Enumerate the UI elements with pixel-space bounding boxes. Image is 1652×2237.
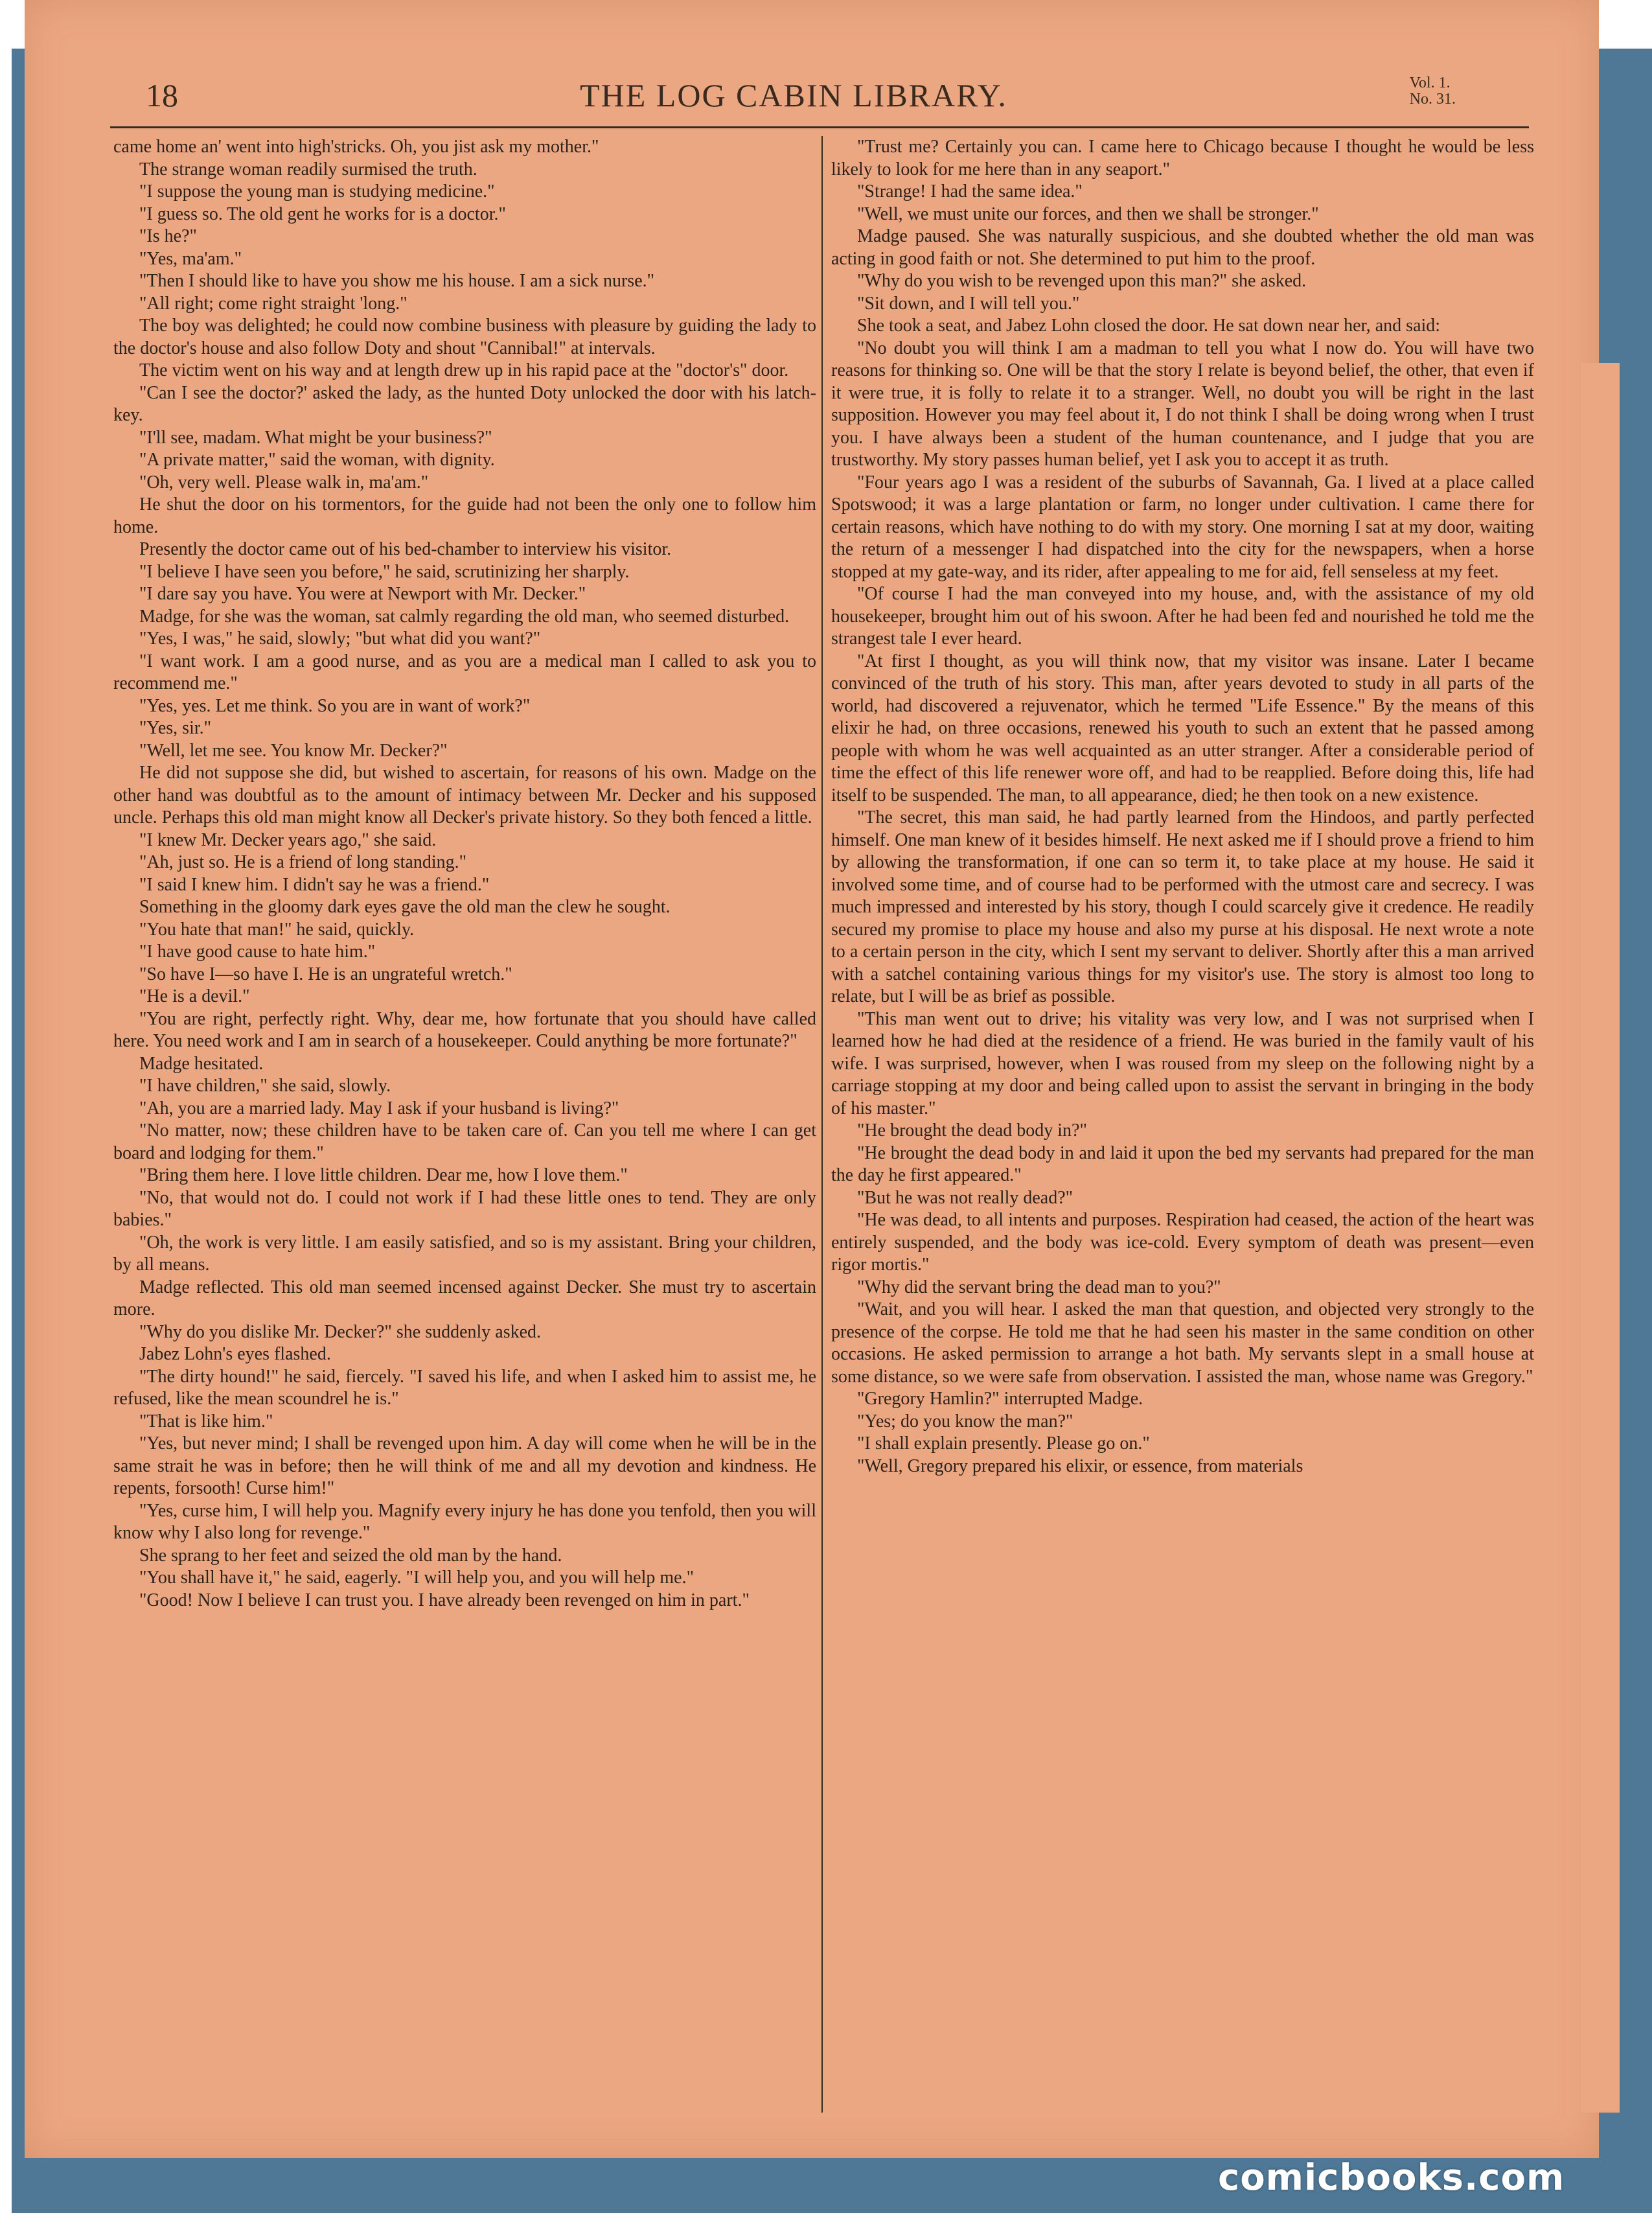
paragraph: "The dirty hound!" he said, fiercely. "I saved his life, and when I asked him to assist me, he refused, like the mean scoundrel he is." (113, 1366, 816, 1409)
paragraph: Something in the gloomy dark eyes gave the old man the clew he sought. (139, 897, 671, 917)
paragraph: "Oh, the work is very little. I am easily satisfied, and so is my assistant. Bring your children, by all means. (113, 1232, 816, 1275)
paragraph: "Well, Gregory prepared his elixir, or essence, from materials (857, 1455, 1303, 1476)
paragraph: "But he was not really dead?" (857, 1187, 1073, 1208)
paragraph: "Then I should like to have you show me his house. I am a sick nurse." (139, 271, 655, 291)
paragraph: She took a seat, and Jabez Lohn closed the door. He sat down near her, and said: (857, 316, 1441, 336)
paragraph: "Ah, you are a married lady. May I ask if your husband is living?" (139, 1098, 619, 1118)
paragraph: She sprang to her feet and seized the old man by the hand. (139, 1545, 562, 1566)
paragraph: "He brought the dead body in?" (857, 1120, 1087, 1141)
paragraph: "I want work. I am a good nurse, and as you are a medical man I called to ask you to recommend me." (113, 651, 816, 693)
paragraph: "A private matter," said the woman, with dignity. (139, 450, 495, 470)
paragraph: "Yes, sir." (139, 718, 212, 738)
paragraph: "Is he?" (139, 226, 197, 246)
paragraph: "Good! Now I believe I can trust you. I have already been revenged on him in part." (139, 1590, 750, 1610)
paragraph: "Yes, yes. Let me think. So you are in want of work?" (139, 695, 531, 716)
paragraph: "At first I thought, as you will think now, that my visitor was insane. Later I became convinced of the truth of his story. This man, after years devoted to study in all parts of the world, had discovered a rejuvenator, which he termed "Life Essence." By the means of this elixir he had, on three occasions, renewed his youth to such an extent that he passed among people with whom he was well acquainted as an utter stranger. After a considerable period of time the effect of this life renewer wore off, and had to be reapplied. Before doing this, life had itself to be suspended. The man, to all appearance, died; he then took on a new existence. (831, 651, 1534, 806)
paragraph: "Well, we must unite our forces, and then we shall be stronger." (857, 203, 1319, 224)
issue-number: No. 31. (1409, 91, 1456, 108)
paragraph: "Yes; do you know the man?" (857, 1411, 1073, 1431)
paragraph: came home an' went into high'stricks. Oh, you jist ask my mother." (113, 137, 599, 157)
paragraph: "This man went out to drive; his vitality was very low, and I was not surprised when I learned how he had died at the residence of a friend. He was buried in the family vault of his wife. I was surprised, however, when I was roused from my sleep on the following night by a carriage stopping at my door and being called upon to assist the servant in bringing in the body of his master." (831, 1008, 1534, 1118)
paragraph: "Yes, curse him, I will help you. Magnify every injury he has done you tenfold, then you will know why I also long for revenge." (113, 1500, 816, 1543)
paragraph: "So have I—so have I. He is an ungrateful wretch." (139, 964, 512, 984)
paragraph: "Strange! I had the same idea." (857, 181, 1083, 202)
paragraph: "Gregory Hamlin?" interrupted Madge. (857, 1389, 1143, 1409)
paragraph: "No matter, now; these children have to be taken care of. Can you tell me where I can get board and lodging for them." (113, 1120, 816, 1163)
paragraph: He did not suppose she did, but wished to ascertain, for reasons of his own. Madge on the other hand was doubtful as to the amount of intimacy between Mr. Decker and his supposed uncle. Perhaps this old man might know all Decker's private history. So they both fenced a little. (113, 763, 816, 828)
paragraph: "No doubt you will think I am a madman to tell you what I now do. You will have two reasons for thinking so. One will be that the story I relate is beyond belief, the other, that even if it were true, it is folly to relate it to a stranger. Well, no doubt you will be right in the last supposition. However you may feel about it, I do not think I shall be doing wrong when I trust you. I have always been a student of the human countenance, and I judge that you are trustworthy. My story passes human belief, yet I ask you to accept it as truth. (831, 338, 1534, 470)
paragraph: "I dare say you have. You were at Newport with Mr. Decker." (139, 584, 586, 604)
paragraph: "Why did the servant bring the dead man to you?" (857, 1277, 1221, 1297)
paragraph: "Yes, ma'am." (139, 248, 242, 269)
paragraph: "He was dead, to all intents and purposes. Respiration had ceased, the action of the heart was entirely suspended, and the body was ice-cold. Every symptom of death was present—even rigor mortis." (831, 1210, 1534, 1275)
watermark: comicbooks.com (1218, 2157, 1565, 2199)
header-rule (110, 126, 1529, 128)
paragraph: "Yes, but never mind; I shall be revenged upon him. A day will come when he will be in the same strait he was in before; then he will think of me and all my devotion and kindness. He repents, forsooth! Curse him!" (113, 1433, 816, 1498)
paragraph: "I'll see, madam. What might be your business?" (139, 427, 492, 448)
paragraph: Madge paused. She was naturally suspicious, and she doubted whether the old man was acting in good faith or not. She determined to put him to the proof. (831, 226, 1534, 269)
paragraph: "Ah, just so. He is a friend of long standing." (139, 852, 467, 872)
paragraph: "Can I see the doctor?' asked the lady, as the hunted Doty unlocked the door with his latch-key. (113, 382, 816, 425)
paragraph: "Why do you wish to be revenged upon this man?" she asked. (857, 271, 1307, 291)
paragraph: "The secret, this man said, he had partly learned from the Hindoos, and partly perfected himself. One man knew of it besides himself. He next asked me if I should prove a friend to him by allowing the transformation, if one can so term it, to take place at my house. He said it involved some time, and of course had to be performed with the utmost care and secrecy. I was much impressed and interested by his story, though I could scarcely give it credence. He readily secured my promise to place my house and also my purse at his disposal. He next wrote a note to a certain person in the city, which I sent my servant to deliver. Shortly after this a man arrived with a satchel containing various things for my visitor's use. The story is almost too long to relate, but I will be as brief as possible. (831, 807, 1534, 1006)
paragraph: Presently the doctor came out of his bed-chamber to interview his visitor. (139, 539, 672, 559)
paragraph: "Trust me? Certainly you can. I came here to Chicago because I thought he would be less likely to look for me here than in any seaport." (831, 137, 1534, 180)
paragraph: "I have good cause to hate him." (139, 942, 376, 962)
paragraph: "Yes, I was," he said, slowly; "but what did you want?" (139, 629, 541, 649)
paragraph: The boy was delighted; he could now combine business with pleasure by guiding the lady to the doctor's house and also follow Doty and shout "Cannibal!" at intervals. (113, 316, 816, 358)
paragraph: "He brought the dead body in and laid it upon the bed my servants had prepared for the man the day he first appeared." (831, 1142, 1534, 1185)
paragraph: "You shall have it," he said, eagerly. "I will help you, and you will help me." (139, 1568, 694, 1588)
running-title: THE LOG CABIN LIBRARY. (580, 77, 1007, 113)
paragraph: Jabez Lohn's eyes flashed. (139, 1344, 331, 1364)
paragraph: "I have children," she said, slowly. (139, 1076, 391, 1096)
paragraph: "Well, let me see. You know Mr. Decker?" (139, 740, 448, 761)
paragraph: "I shall explain presently. Please go on." (857, 1433, 1150, 1454)
paragraph: "Oh, very well. Please walk in, ma'am." (139, 472, 429, 493)
paragraph: "I said I knew him. I didn't say he was a friend." (139, 874, 490, 895)
paragraph: "I knew Mr. Decker years ago," she said. (139, 829, 437, 850)
paragraph: "No, that would not do. I could not work if I had these little ones to tend. They are only babies." (113, 1187, 816, 1230)
paragraph: "You hate that man!" he said, quickly. (139, 919, 415, 940)
paragraph: Madge hesitated. (139, 1053, 264, 1074)
paragraph: "Four years ago I was a resident of the suburbs of Savannah, Ga. I lived at a place called Spotswood; it was a large plantation or farm, no longer under cultivation. I came there for certain reasons, which have nothing to do with my story. One morning I sat at my door, waiting the return of a messenger I had dispatched into the city for the newspapers, when a horse stopped at my gate-way, and its rider, after appealing to me for aid, fell senseless at my feet. (831, 472, 1534, 582)
paragraph: "I believe I have seen you before," he said, scrutinizing her sharply. (139, 561, 630, 582)
paragraph: "Why do you dislike Mr. Decker?" she suddenly asked. (139, 1321, 542, 1342)
paragraph: "Of course I had the man conveyed into my house, and, with the assistance of my old housekeeper, brought him out of his swoon. After he had been fed and nourished he told me the strangest tale I ever heard. (831, 584, 1534, 649)
right-text-column (831, 136, 1534, 1478)
paragraph: "Sit down, and I will tell you." (857, 293, 1080, 314)
paragraph: The strange woman readily surmised the truth. (139, 159, 477, 180)
paragraph: "That is like him." (139, 1411, 273, 1431)
paragraph: The victim went on his way and at length drew up in his rapid pace at the "doctor's" door. (139, 360, 789, 380)
paragraph: "I suppose the young man is studying medicine." (139, 181, 495, 202)
paragraph: "Bring them here. I love little children. Dear me, how I love them." (139, 1165, 628, 1185)
volume-label: Vol. 1. (1409, 75, 1451, 91)
column-divider (821, 136, 823, 2113)
page-torn-edge (1581, 363, 1620, 2113)
paragraph: "You are right, perfectly right. Why, dear me, how fortunate that you should have called here. You need work and I am in search of a housekeeper. Could anything be more fortunate?" (113, 1008, 816, 1051)
page-number: 18 (146, 77, 178, 113)
paragraph: "I guess so. The old gent he works for is a doctor." (139, 203, 506, 224)
paragraph: He shut the door on his tormentors, for the guide had not been the only one to follow him home. (113, 494, 816, 537)
page-header (146, 70, 1456, 122)
paragraph: "All right; come right straight 'long." (139, 293, 407, 314)
paragraph: Madge reflected. This old man seemed incensed against Decker. She must try to ascertain more. (113, 1277, 816, 1319)
paragraph: "He is a devil." (139, 986, 250, 1006)
volume-info (1410, 75, 1456, 108)
paragraph: "Wait, and you will hear. I asked the man that question, and objected very strongly to the presence of the corpse. He told me that he had seen his master in the same condition on other occasions. He asked permission to arrange a hot bath. My servants slept in a small house at some distance, so we were safe from observation. I assisted the man, whose name was Gregory." (831, 1299, 1534, 1387)
left-text-column (113, 136, 816, 1612)
paragraph: Madge, for she was the woman, sat calmly regarding the old man, who seemed disturbed. (139, 606, 790, 627)
